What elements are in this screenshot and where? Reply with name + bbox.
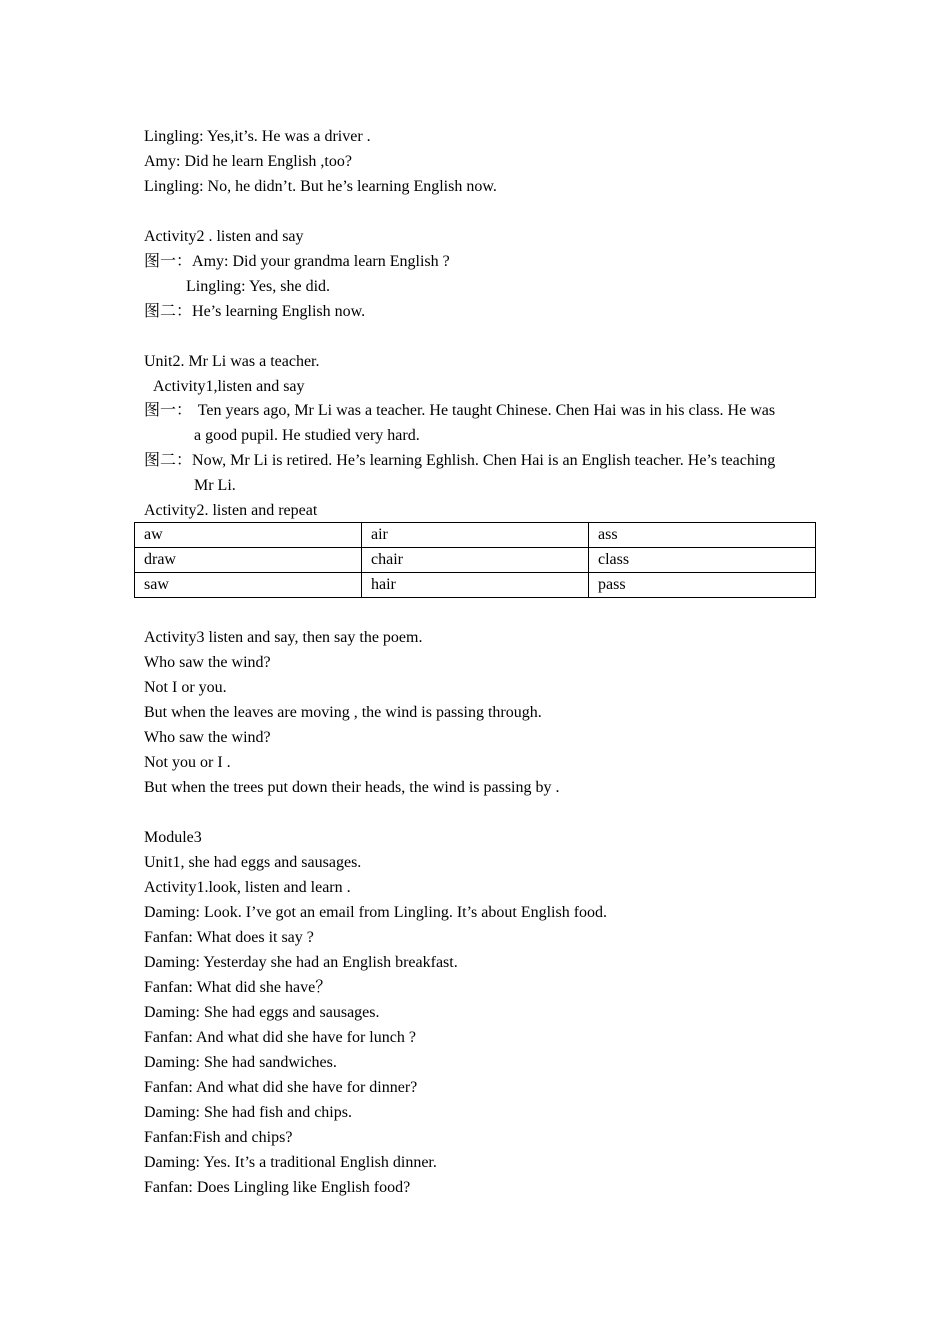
picture2-dialogue xyxy=(144,302,365,322)
picture2-label: 图二： xyxy=(144,303,193,320)
table-cell: saw xyxy=(135,573,362,598)
table-cell: aw xyxy=(135,523,362,548)
poem-line: But when the leaves are moving , the wind is passing through. xyxy=(144,704,542,721)
dialogue-line: Lingling: No, he didn’t. But he’s learning English now. xyxy=(144,178,497,195)
dialogue-line: Fanfan: And what did she have for lunch ? xyxy=(144,1029,416,1046)
poem-line: Not I or you. xyxy=(144,679,227,696)
picture1-label: 图一： xyxy=(144,253,193,270)
dialogue-line: Amy: Did your grandma learn English ? xyxy=(192,253,450,270)
dialogue-line: Daming: Look. I’ve got an email from Lingling. It’s about English food. xyxy=(144,904,608,921)
table-cell: ass xyxy=(589,523,816,548)
table-row xyxy=(135,523,816,548)
activity2-title: Activity2 . listen and say xyxy=(144,228,304,245)
picture1-label: 图一： xyxy=(144,402,193,419)
module3-unit-title: Unit1, she had eggs and sausages. xyxy=(144,854,362,871)
table-row xyxy=(135,573,816,598)
unit2-activity2-title: Activity2. listen and repeat xyxy=(144,502,318,519)
poem-line: Who saw the wind? xyxy=(144,729,271,746)
unit2-picture1-text xyxy=(144,398,816,448)
dialogue-line: Lingling: Yes,it’s. He was a driver . xyxy=(144,128,371,145)
dialogue-line: Fanfan:Fish and chips? xyxy=(144,1129,293,1146)
picture2-label: 图二： xyxy=(144,452,193,469)
dialogue-line: Lingling: Yes, she did. xyxy=(186,278,331,295)
table-row xyxy=(135,548,816,573)
paragraph-line: Now, Mr Li is retired. He’s learning Eghlish. Chen Hai is an English teacher. He’s teaching xyxy=(192,452,776,469)
table-cell: class xyxy=(589,548,816,573)
poem-line: But when the trees put down their heads, the wind is passing by . xyxy=(144,779,560,796)
dialogue-line: Daming: Yes. It’s a traditional English dinner. xyxy=(144,1154,437,1171)
paragraph-line: Mr Li. xyxy=(194,477,236,494)
dialogue-line: Daming: She had eggs and sausages. xyxy=(144,1004,380,1021)
table-cell: draw xyxy=(135,548,362,573)
paragraph-line: Ten years ago, Mr Li was a teacher. He taught Chinese. Chen Hai was in his class. He was xyxy=(194,402,776,419)
table-cell: chair xyxy=(362,548,589,573)
unit2-title: Unit2. Mr Li was a teacher. xyxy=(144,353,320,370)
table-cell: hair xyxy=(362,573,589,598)
unit2-activity1-title: Activity1,listen and say xyxy=(153,378,305,395)
dialogue-line: Fanfan: What did she have？ xyxy=(144,979,332,996)
dialogue-line: Amy: Did he learn English ,too? xyxy=(144,153,352,170)
dialogue-line: Daming: She had fish and chips. xyxy=(144,1104,352,1121)
poem-line: Who saw the wind? xyxy=(144,654,271,671)
dialogue-line: Fanfan: And what did she have for dinner? xyxy=(144,1079,418,1096)
dialogue-line: He’s learning English now. xyxy=(192,303,366,320)
module3-title: Module3 xyxy=(144,829,202,846)
table-cell: air xyxy=(362,523,589,548)
dialogue-line: Fanfan: Does Lingling like English food? xyxy=(144,1179,411,1196)
dialogue-line: Daming: Yesterday she had an English breakfast. xyxy=(144,954,458,971)
table-cell: pass xyxy=(589,573,816,598)
poem-line: Not you or I . xyxy=(144,754,231,771)
activity3-title: Activity3 listen and say, then say the poem. xyxy=(144,629,423,646)
module3-activity-title: Activity1.look, listen and learn . xyxy=(144,879,351,896)
dialogue-line: Fanfan: What does it say ? xyxy=(144,929,314,946)
picture1-dialogue xyxy=(144,252,450,272)
unit2-picture2-text xyxy=(144,448,816,498)
dialogue-line: Daming: She had sandwiches. xyxy=(144,1054,337,1071)
paragraph-line: a good pupil. He studied very hard. xyxy=(194,427,420,444)
phonics-table xyxy=(134,522,816,598)
